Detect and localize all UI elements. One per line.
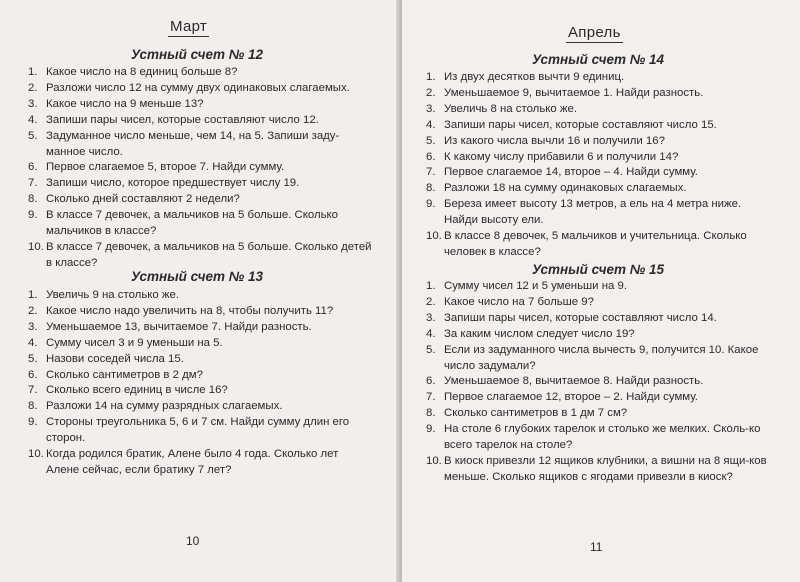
list-item bbox=[426, 311, 771, 327]
list-item bbox=[28, 415, 373, 447]
list-item bbox=[426, 390, 771, 406]
item-text: Сколько сантиметров в 2 дм? bbox=[46, 368, 203, 381]
list-item bbox=[426, 229, 771, 261]
list-item bbox=[28, 208, 373, 240]
item-number: 9. bbox=[28, 209, 38, 222]
section-title: Устный счет № 13 bbox=[131, 269, 264, 284]
right-page bbox=[402, 0, 800, 582]
item-text: Назови соседей числа 15. bbox=[46, 352, 184, 365]
item-text: Сумму чисел 3 и 9 уменьши на 5. bbox=[46, 336, 223, 349]
item-number: 5. bbox=[426, 343, 436, 356]
list-item bbox=[426, 343, 771, 375]
month-heading: Март bbox=[170, 18, 208, 35]
item-text: Сколько сантиметров в 1 дм 7 см? bbox=[444, 407, 628, 420]
item-text: Какое число надо увеличить на 8, чтобы получить 11? bbox=[46, 304, 334, 317]
item-number: 4. bbox=[28, 336, 38, 349]
item-number: 1. bbox=[426, 71, 436, 83]
list-item bbox=[28, 368, 373, 384]
list-item bbox=[28, 304, 373, 320]
item-number: 5. bbox=[28, 129, 38, 142]
left-page bbox=[0, 0, 398, 582]
item-text: Когда родился братик, Алене было 4 года. Сколько лет Алене сейчас, если братику 7 лет? bbox=[46, 448, 339, 476]
item-number: 7. bbox=[426, 166, 436, 179]
list-item bbox=[426, 406, 771, 422]
item-number: 8. bbox=[426, 407, 436, 420]
item-number: 2. bbox=[28, 304, 38, 317]
item-text: Сумму чисел 12 и 5 уменьши на 9. bbox=[444, 280, 627, 292]
item-number: 8. bbox=[28, 193, 38, 206]
item-text: Сколько всего единиц в числе 16? bbox=[46, 384, 228, 397]
list-item bbox=[426, 295, 771, 311]
item-number: 9. bbox=[426, 423, 436, 436]
item-text: Первое слагаемое 14, второе – 4. Найди сумму. bbox=[444, 166, 698, 179]
list-item bbox=[426, 327, 771, 343]
item-text: В классе 8 девочек, 5 мальчиков и учительница. Сколько человек в классе? bbox=[444, 230, 747, 258]
list-item bbox=[28, 447, 373, 479]
item-text: Какое число на 7 больше 9? bbox=[444, 295, 594, 308]
item-text: Уменьшаемое 9, вычитаемое 1. Найди разность. bbox=[444, 86, 704, 99]
item-text: Стороны треугольника 5, 6 и 7 см. Найди сумму длин его сторон. bbox=[46, 416, 350, 445]
item-text: Уменьшаемое 13, вычитаемое 7. Найди разность. bbox=[46, 320, 312, 333]
item-text: В классе 7 девочек, а мальчиков на 5 больше. Сколько детей в классе? bbox=[46, 240, 372, 269]
item-number: 7. bbox=[426, 391, 436, 404]
item-number: 1. bbox=[426, 280, 436, 292]
list-item bbox=[426, 165, 771, 181]
item-number: 8. bbox=[28, 400, 38, 413]
item-number: 10. bbox=[426, 454, 442, 467]
item-number: 8. bbox=[426, 182, 436, 195]
list-item bbox=[28, 240, 373, 272]
item-number: 7. bbox=[28, 384, 38, 397]
list-item bbox=[426, 181, 771, 197]
item-number: 10. bbox=[28, 240, 44, 253]
item-text: Уменьшаемое 8, вычитаемое 8. Найди разность. bbox=[444, 375, 704, 388]
list-item bbox=[28, 65, 373, 81]
item-text: Если из задуманного числа вычесть 9, получится 10. Какое число задумали? bbox=[444, 343, 759, 372]
section-title: Устный счет № 12 bbox=[131, 47, 264, 62]
page-number: 10 bbox=[186, 534, 200, 548]
list-item bbox=[28, 113, 373, 129]
item-text: Разложи 18 на сумму одинаковых слагаемых. bbox=[444, 182, 687, 195]
item-text: Из какого числа вычли 16 и получили 16? bbox=[444, 134, 665, 147]
list-item bbox=[28, 383, 373, 399]
list-item bbox=[426, 86, 771, 102]
item-text: За каким числом следует число 19? bbox=[444, 327, 635, 340]
exercise-list bbox=[426, 279, 771, 486]
item-number: 3. bbox=[426, 102, 436, 115]
item-text: Сколько дней составляют 2 недели? bbox=[46, 193, 240, 206]
month-heading: Апрель bbox=[568, 24, 621, 41]
item-text: Увеличь 8 на столько же. bbox=[444, 102, 577, 115]
list-item bbox=[426, 134, 771, 150]
item-number: 1. bbox=[28, 289, 38, 301]
item-number: 9. bbox=[426, 198, 436, 211]
item-number: 6. bbox=[28, 161, 38, 174]
list-item bbox=[426, 118, 771, 134]
item-number: 4. bbox=[28, 113, 38, 126]
list-item bbox=[28, 192, 373, 208]
list-item bbox=[28, 176, 373, 192]
item-text: Разложи 14 на сумму разрядных слагаемых. bbox=[46, 400, 283, 413]
list-item bbox=[426, 197, 771, 229]
item-text: На столе 6 глубоких тарелок и столько же мелких. Сколь-ко всего тарелок на столе? bbox=[444, 423, 761, 452]
section-title: Устный счет № 14 bbox=[532, 52, 665, 67]
item-text: Разложи число 12 на сумму двух одинаковых слагаемых. bbox=[46, 81, 350, 94]
list-item bbox=[28, 160, 373, 176]
item-number: 9. bbox=[28, 416, 38, 429]
item-number: 6. bbox=[28, 368, 38, 381]
item-text: Увеличь 9 на столько же. bbox=[46, 289, 179, 301]
list-item bbox=[426, 279, 771, 295]
page-number: 11 bbox=[590, 540, 603, 554]
item-text: Первое слагаемое 5, второе 7. Найди сумму. bbox=[46, 161, 285, 174]
item-number: 2. bbox=[28, 81, 38, 94]
item-text: Первое слагаемое 12, второе – 2. Найди сумму. bbox=[444, 391, 698, 404]
item-text: Какое число на 8 единиц больше 8? bbox=[46, 66, 238, 78]
list-item bbox=[426, 102, 771, 118]
exercise-list bbox=[28, 288, 373, 479]
list-item bbox=[28, 129, 373, 161]
item-text: Запиши пары чисел, которые составляют число 15. bbox=[444, 118, 717, 131]
item-text: Задуманное число меньше, чем 14, на 5. Запиши заду-манное число. bbox=[46, 129, 340, 158]
item-number: 1. bbox=[28, 66, 38, 78]
list-item bbox=[28, 320, 373, 336]
list-item bbox=[426, 374, 771, 390]
list-item bbox=[28, 97, 373, 113]
item-text: Из двух десятков вычти 9 единиц. bbox=[444, 71, 625, 83]
item-number: 10. bbox=[28, 448, 44, 461]
list-item bbox=[28, 288, 373, 304]
item-number: 5. bbox=[426, 134, 436, 147]
item-number: 2. bbox=[426, 295, 436, 308]
item-number: 10. bbox=[426, 230, 442, 243]
item-number: 3. bbox=[426, 311, 436, 324]
list-item bbox=[426, 422, 771, 454]
item-text: К какому числу прибавили 6 и получили 14? bbox=[444, 150, 679, 163]
list-item bbox=[28, 81, 373, 97]
item-text: Береза имеет высоту 13 метров, а ель на 4 метра ниже. Найди высоту ели. bbox=[444, 198, 742, 227]
item-text: Запиши пары чисел, которые составляют число 14. bbox=[444, 311, 717, 324]
item-text: В классе 7 девочек, а мальчиков на 5 больше. Сколько мальчиков в классе? bbox=[46, 209, 338, 238]
list-item bbox=[28, 399, 373, 415]
list-item bbox=[28, 352, 373, 368]
list-item bbox=[426, 454, 771, 486]
item-number: 6. bbox=[426, 150, 436, 163]
section-title: Устный счет № 15 bbox=[532, 262, 665, 277]
exercise-list bbox=[426, 70, 771, 261]
item-number: 6. bbox=[426, 375, 436, 388]
list-item bbox=[426, 150, 771, 166]
exercise-list bbox=[28, 65, 373, 272]
item-number: 3. bbox=[28, 320, 38, 333]
item-text: В киоск привезли 12 ящиков клубники, а вишни на 8 ящи-ков меньше. Сколько ящиков с ягодами привезли в киоск? bbox=[444, 454, 767, 483]
list-item bbox=[426, 70, 771, 86]
item-number: 7. bbox=[28, 177, 38, 190]
item-text: Запиши число, которое предшествует числу 19. bbox=[46, 177, 300, 190]
item-number: 5. bbox=[28, 352, 38, 365]
list-item bbox=[28, 336, 373, 352]
item-text: Какое число на 9 меньше 13? bbox=[46, 97, 204, 110]
item-text: Запиши пары чисел, которые составляют число 12. bbox=[46, 113, 319, 126]
item-number: 2. bbox=[426, 86, 436, 99]
item-number: 4. bbox=[426, 327, 436, 340]
item-number: 4. bbox=[426, 118, 436, 131]
item-number: 3. bbox=[28, 97, 38, 110]
